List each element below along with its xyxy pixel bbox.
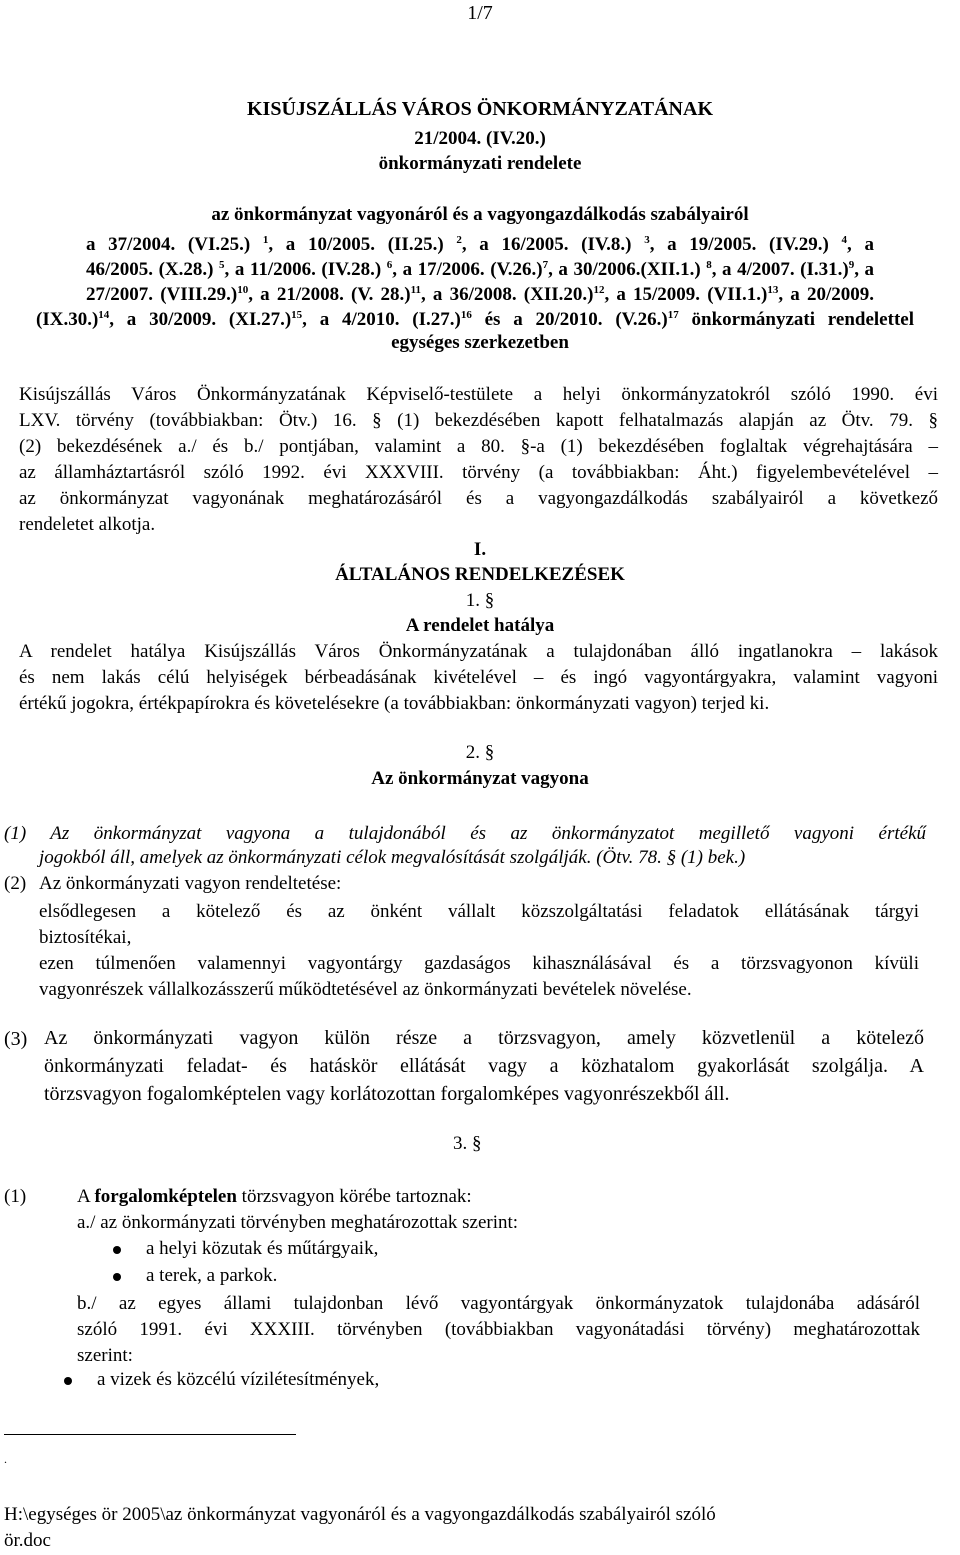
amendment-text: , a 11/2006. (IV.28.)	[224, 259, 387, 280]
footnote-ref[interactable]: 6	[386, 259, 393, 271]
amendment-line	[86, 257, 874, 282]
section-3-para-1-label: (1)	[4, 1186, 27, 1207]
bullet-icon	[113, 1273, 121, 1281]
footnote-ref[interactable]: 17	[667, 309, 679, 321]
preamble-line: az önkormányzat vagyonának meghatározásáról és a vagyongazdálkodás szabályairól a következő	[19, 488, 938, 509]
section-3-para-1-post: törzsvagyon körébe tartoznak:	[236, 1186, 472, 1207]
page-number: 1/7	[467, 2, 493, 24]
section-1-number: 1. §	[465, 590, 495, 611]
footnote-ref[interactable]: 2	[456, 234, 462, 246]
amendment-line	[86, 232, 874, 257]
amendment-text: , a 4/2010. (I.27.)	[302, 309, 461, 330]
subpoint-b-label	[77, 1291, 920, 1369]
amendment-text: 27/2007. (VIII.29.)	[86, 284, 238, 305]
footnote-ref[interactable]: 3	[644, 234, 650, 246]
preamble-line: rendeletet alkotja.	[19, 514, 156, 535]
section-2-para-3-line: Az önkormányzati vagyon külön része a törzsvagyon, amely közvetlenül a kötelező	[44, 1027, 924, 1049]
amendment-text: (IX.30.)	[36, 309, 99, 330]
preamble-line: Kisújszállás Város Önkormányzatának Képviselő-testülete a helyi önkormányzatokról szóló 1990. évi	[19, 384, 938, 405]
document-title-org: KISÚJSZÁLLÁS VÁROS ÖNKORMÁNYZATÁNAK	[247, 98, 713, 120]
section-2-para-2-label: (2)	[4, 873, 27, 894]
document-kind: önkormányzati rendelete	[378, 153, 582, 174]
section-2-para-1-line: (1) Az önkormányzat vagyona a tulajdonából és az önkormányzatot megillető vagyoni értékű	[4, 823, 926, 844]
section-2-para-2-line: biztosítékai,	[39, 927, 132, 948]
chapter-title: ÁLTALÁNOS RENDELKEZÉSEK	[335, 564, 625, 585]
list-item: a vizek és közcélú vízilétesítmények,	[97, 1369, 380, 1390]
amendments-list	[36, 232, 914, 332]
amendment-line	[36, 307, 914, 332]
amendment-text: , a 30/2006.(XII.1.)	[548, 259, 707, 280]
section-2-para-3-label: (3)	[4, 1028, 28, 1050]
amendment-text: 46/2005. (X.28.)	[86, 259, 220, 280]
section-1-line: és nem lakás célú helyiségek bérbeadásának kivételével – és ingó vagyontárgyakra, valamint vagyoni	[19, 667, 938, 688]
section-1-title: A rendelet hatálya	[405, 615, 555, 636]
document-subject: az önkormányzat vagyonáról és a vagyongazdálkodás szabályairól	[211, 204, 749, 225]
amendment-text: , a	[854, 259, 875, 280]
footnote-ref[interactable]: 8	[706, 259, 712, 271]
section-2-para-2-line: vagyonrészek vállalkozásszerű működtetésével az önkormányzati bevételek növelése.	[39, 979, 692, 1000]
section-2-number: 2. §	[465, 742, 495, 763]
document-number: 21/2004. (IV.20.)	[414, 128, 546, 149]
amendment-text: , a 15/2009. (VII.1.)	[604, 284, 768, 305]
section-3-para-1-pre: A	[77, 1186, 95, 1207]
amendment-text: a 37/2004. (VI.25.)	[86, 234, 263, 255]
subpoint-b-line: szóló 1991. évi XXXIII. törvényben (továbbiakban vagyonátadási törvény) meghatározottak	[77, 1319, 920, 1340]
section-2-para-2-head: Az önkormányzati vagyon rendeltetése:	[39, 873, 342, 894]
forgalomkeptelen-term: forgalomképtelen	[94, 1186, 237, 1207]
footnote-ref[interactable]: 4	[841, 234, 848, 246]
chapter-number: I.	[473, 539, 487, 560]
footnote-ref[interactable]: 7	[542, 259, 549, 271]
section-2-para-2-body	[39, 899, 919, 1003]
section-1-line: A rendelet hatálya Kisújszállás Város Önkormányzatának a tulajdonában álló ingatlanokra – lakások	[19, 641, 938, 662]
amendment-text: , a 16/2005. (IV.8.)	[461, 234, 645, 255]
amendment-text: , a 10/2005. (II.25.)	[268, 234, 457, 255]
list-item: a helyi közutak és műtárgyaik,	[146, 1238, 379, 1259]
section-2-para-3	[44, 1024, 924, 1108]
file-path-line: ör.doc	[4, 1530, 51, 1551]
amendment-text: , a 17/2006. (V.26.)	[392, 259, 543, 280]
subpoint-b-line: b./ az egyes állami tulajdonban lévő vagyontárgyak önkormányzatok tulajdonába adásáról	[77, 1293, 920, 1314]
section-2-para-2-line: ezen túlmenően valamennyi vagyontárgy gazdaságos kihasználásával és a törzsvagyonon kívüli	[39, 953, 919, 974]
footnote-ref[interactable]: 1	[262, 234, 269, 246]
section-2-para-3-line: önkormányzati feladat- és hatáskör ellátását vagy a közhatalom gyakorlását szolgálja. A	[44, 1055, 924, 1077]
section-2-title: Az önkormányzat vagyona	[371, 768, 589, 789]
preamble-line: (2) bekezdésének a./ és b./ pontjában, valamint a 80. §-a (1) bekezdésében foglaltak végrehajtására –	[19, 436, 938, 457]
amendment-text: és a 20/2010. (V.26.)	[471, 309, 668, 330]
footnote-divider	[4, 1434, 296, 1435]
amendment-text: , a	[847, 234, 874, 255]
footnote-ref[interactable]: 11	[410, 284, 422, 296]
footnote-ref[interactable]: 10	[237, 284, 249, 296]
subpoint-b-line: szerint:	[77, 1345, 133, 1366]
section-1-text	[19, 639, 938, 717]
footnote-ref[interactable]: 13	[767, 284, 779, 296]
bullet-icon	[113, 1246, 121, 1254]
list-item: a terek, a parkok.	[146, 1265, 278, 1286]
amendment-text: , a 21/2008. (V. 28.)	[248, 284, 411, 305]
amendment-text: , a 30/2009. (XI.27.)	[109, 309, 292, 330]
amendment-line	[86, 282, 874, 307]
consolidated-note: egységes szerkezetben	[391, 332, 569, 353]
amendment-text: , a 20/2009.	[778, 284, 874, 305]
footnote-ref[interactable]: 5	[219, 259, 225, 271]
subpoint-a-label: a./ az önkormányzati törvényben meghatározottak szerint:	[77, 1212, 519, 1233]
amendment-text: önkormányzati rendelettel	[678, 309, 914, 330]
preamble	[19, 382, 938, 538]
section-3-para-1-head	[77, 1186, 472, 1208]
footnote-ref[interactable]: 15	[291, 309, 303, 321]
section-2-para-1	[4, 821, 926, 847]
footnote-ref[interactable]: 14	[98, 309, 110, 321]
section-2-para-1-line: jogokból áll, amelyek az önkormányzati célok megvalósítását szolgálják. (Ötv. 78. § (1) bek.)	[39, 847, 746, 868]
file-path-line: H:\egységes ör 2005\az önkormányzat vagyonáról és a vagyongazdálkodás szabályairól szóló	[4, 1504, 716, 1525]
amendment-text: , a 4/2007. (I.31.)	[711, 259, 849, 280]
footnote-ref[interactable]: 16	[460, 309, 472, 321]
footnote-ref[interactable]: 12	[593, 284, 605, 296]
preamble-line: az államháztartásról szóló 1992. évi XXXVIII. törvény (a továbbiakban: Áht.) figyelembevételével –	[19, 462, 938, 483]
bullet-icon	[64, 1377, 72, 1385]
section-2-para-3-line: törzsvagyon fogalomképtelen vagy korlátozottan forgalomképes vagyonrészekből áll.	[44, 1083, 730, 1105]
section-1-line: értékű jogokra, értékpapírokra és követelésekre (a továbbiakban: önkormányzati vagyon) terjed ki.	[19, 693, 770, 714]
footnote-ref[interactable]: 9	[848, 259, 855, 271]
amendment-text: , a 36/2008. (XII.20.)	[421, 284, 594, 305]
section-3-number: 3. §	[453, 1133, 482, 1154]
section-2-para-2-line: elsődlegesen a kötelező és az önként vállalt közszolgáltatási feladatok ellátásának tárgyi	[39, 901, 919, 922]
preamble-line: LXV. törvény (továbbiakban: Ötv.) 16. § (1) bekezdésében kapott felhatalmazás alapján az Ötv. 79. §	[19, 410, 938, 431]
amendment-text: , a 19/2005. (IV.29.)	[649, 234, 842, 255]
footer-mark: .	[4, 1452, 7, 1466]
